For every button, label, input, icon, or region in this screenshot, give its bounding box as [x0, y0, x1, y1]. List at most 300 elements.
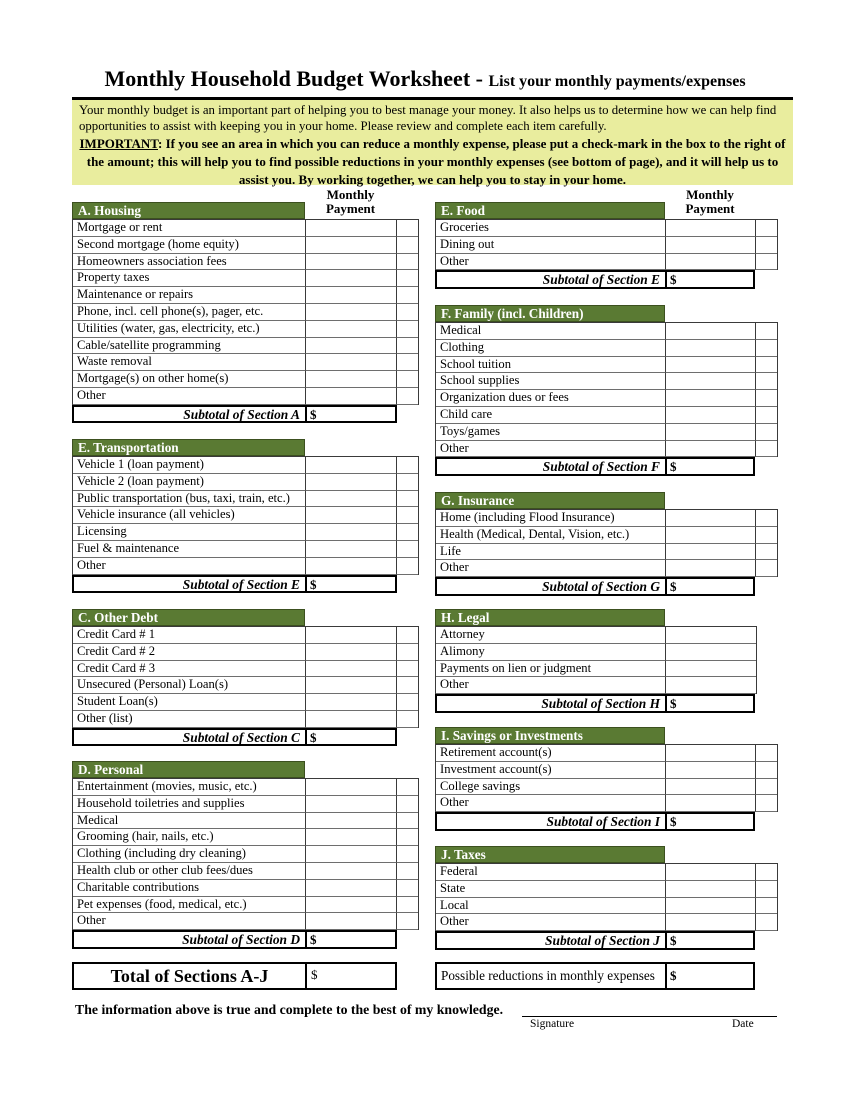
amount-input[interactable]: [306, 677, 397, 694]
expense-label: Credit Card # 2: [73, 644, 306, 661]
section-rows: [72, 626, 419, 728]
expense-label: Vehicle insurance (all vehicles): [73, 507, 306, 524]
section-insurance: [435, 492, 778, 596]
expense-row: [436, 220, 777, 237]
reduction-checkbox[interactable]: [397, 661, 418, 678]
amount-input[interactable]: [306, 304, 397, 321]
section-rows: [435, 863, 778, 931]
amount-input[interactable]: [666, 627, 756, 644]
reduction-checkbox[interactable]: [397, 677, 418, 694]
reduction-checkbox[interactable]: [756, 560, 777, 577]
amount-input[interactable]: [666, 254, 756, 271]
amount-input[interactable]: [306, 354, 397, 371]
expense-label: Groceries: [436, 220, 666, 237]
expense-label: Mortgage or rent: [73, 220, 306, 237]
expense-row: [436, 881, 777, 898]
expense-row: [73, 829, 418, 846]
amount-input[interactable]: [306, 474, 397, 491]
expense-row: [73, 304, 418, 321]
reduction-checkbox[interactable]: [397, 644, 418, 661]
expense-label: Licensing: [73, 524, 306, 541]
expense-row: [436, 390, 777, 407]
subtotal-amount-field[interactable]: $: [665, 814, 753, 829]
total-sections-label: Total of Sections A-J: [110, 966, 269, 986]
page-title: [0, 66, 850, 92]
expense-row: [73, 558, 418, 575]
amount-input[interactable]: [306, 457, 397, 474]
reduction-checkbox[interactable]: [397, 388, 418, 405]
expense-row: [436, 407, 777, 424]
reduction-checkbox[interactable]: [397, 338, 418, 355]
amount-input[interactable]: [666, 544, 756, 561]
subtotal-row: [435, 270, 755, 289]
amount-input[interactable]: [666, 560, 756, 577]
section-rows: [435, 626, 757, 694]
amount-input[interactable]: [306, 880, 397, 897]
expense-label: Household toiletries and supplies: [73, 796, 306, 813]
reduction-checkbox[interactable]: [756, 424, 777, 441]
expense-row: [73, 677, 418, 694]
section-rows: [435, 509, 778, 577]
section-header-legal: H. Legal: [435, 609, 665, 626]
expense-label: Clothing (including dry cleaning): [73, 846, 306, 863]
amount-input[interactable]: [666, 323, 756, 340]
expense-row: [73, 661, 418, 678]
expense-row: [73, 457, 418, 474]
important-note: [79, 135, 786, 188]
amount-input[interactable]: [666, 745, 756, 762]
expense-row: [436, 340, 777, 357]
section-header-other_debt: C. Other Debt: [72, 609, 305, 626]
amount-input[interactable]: [306, 254, 397, 271]
subtotal-amount-field[interactable]: $: [305, 407, 395, 422]
expense-row: [436, 510, 777, 527]
expense-label: Life: [436, 544, 666, 561]
expense-label: Student Loan(s): [73, 694, 306, 711]
total-sections-amount-field[interactable]: [305, 964, 395, 988]
expense-label: Other: [436, 795, 666, 812]
expense-row: [436, 762, 777, 779]
subtotal-row: [435, 457, 755, 476]
expense-row: [73, 237, 418, 254]
total-sections-box: [72, 962, 397, 990]
expense-row: [436, 441, 777, 458]
expense-row: [73, 541, 418, 558]
amount-input[interactable]: [306, 321, 397, 338]
reduction-checkbox[interactable]: [397, 254, 418, 271]
section-header-transportation: E. Transportation: [72, 439, 305, 456]
subtotal-row: [435, 931, 755, 950]
expense-row: [436, 644, 756, 661]
expense-row: [436, 544, 777, 561]
expense-row: [436, 237, 777, 254]
monthly-payment-line1: Monthly: [686, 187, 734, 202]
expense-label: College savings: [436, 779, 666, 796]
amount-input[interactable]: [306, 371, 397, 388]
expense-row: [436, 864, 777, 881]
amount-input[interactable]: [306, 338, 397, 355]
reduction-checkbox[interactable]: [397, 371, 418, 388]
expense-label: Retirement account(s): [436, 745, 666, 762]
expense-row: [73, 388, 418, 405]
expense-label: Other (list): [73, 711, 306, 728]
section-personal: [72, 761, 419, 949]
reduction-checkbox[interactable]: [756, 254, 777, 271]
amount-input[interactable]: [666, 441, 756, 458]
expense-label: Health (Medical, Dental, Vision, etc.): [436, 527, 666, 544]
amount-input[interactable]: [666, 898, 756, 915]
amount-input[interactable]: [666, 864, 756, 881]
amount-input[interactable]: [666, 373, 756, 390]
expense-row: [73, 220, 418, 237]
section-rows: [72, 219, 419, 405]
reduction-checkbox[interactable]: [756, 323, 777, 340]
amount-input[interactable]: [306, 863, 397, 880]
possible-reductions-box: [435, 962, 755, 990]
reduction-checkbox[interactable]: [397, 627, 418, 644]
section-housing: [72, 202, 419, 423]
subtotal-row: [72, 930, 397, 949]
expense-label: Local: [436, 898, 666, 915]
amount-input[interactable]: [666, 881, 756, 898]
amount-input[interactable]: [666, 237, 756, 254]
amount-input[interactable]: [306, 796, 397, 813]
expense-label: Other: [436, 441, 666, 458]
monthly-payment-line2: Payment: [325, 200, 376, 216]
section-transportation: [72, 439, 419, 593]
amount-input[interactable]: [666, 357, 756, 374]
expense-row: [73, 474, 418, 491]
expense-row: [73, 846, 418, 863]
signature-label: Signature: [530, 1018, 575, 1030]
reduction-checkbox[interactable]: [397, 507, 418, 524]
expense-row: [73, 270, 418, 287]
section-rows: [72, 456, 419, 575]
amount-input[interactable]: [306, 913, 397, 930]
reduction-checkbox[interactable]: [756, 745, 777, 762]
expense-label: Maintenance or repairs: [73, 287, 306, 304]
expense-label: Cable/satellite programming: [73, 338, 306, 355]
reduction-checkbox[interactable]: [756, 220, 777, 237]
reduction-checkbox[interactable]: [397, 897, 418, 914]
amount-input[interactable]: [666, 407, 756, 424]
reduction-checkbox[interactable]: [756, 544, 777, 561]
important-text: : If you see an area in which you can reduce a monthly expense, please put a check-mark in the box to the right of the amount; this will help you to find possible reductions in your monthly expenses (see bottom of page), and it will help us to assist you. By working together, we can help you to stay in your home.: [86, 136, 786, 187]
amount-input[interactable]: [666, 914, 756, 931]
expense-row: [73, 796, 418, 813]
section-header-housing: A. Housing: [72, 202, 305, 219]
amount-input[interactable]: [306, 270, 397, 287]
expense-label: Medical: [436, 323, 666, 340]
expense-row: [436, 357, 777, 374]
reduction-checkbox[interactable]: [756, 779, 777, 796]
reduction-checkbox[interactable]: [756, 762, 777, 779]
expense-label: School tuition: [436, 357, 666, 374]
amount-input[interactable]: [306, 661, 397, 678]
subtotal-amount-field[interactable]: $: [305, 577, 395, 592]
expense-row: [73, 644, 418, 661]
section-header-family: F. Family (incl. Children): [435, 305, 665, 322]
expense-label: Utilities (water, gas, electricity, etc.): [73, 321, 306, 338]
signature-line[interactable]: [522, 1016, 777, 1017]
reduction-checkbox[interactable]: [756, 357, 777, 374]
section-header-food: E. Food: [435, 202, 665, 219]
reduction-checkbox[interactable]: [397, 829, 418, 846]
expense-label: School supplies: [436, 373, 666, 390]
date-label: Date: [732, 1018, 754, 1030]
subtotal-amount-field[interactable]: $: [305, 932, 395, 947]
expense-label: Other: [436, 677, 666, 694]
important-label: IMPORTANT: [79, 136, 158, 152]
subtotal-amount-field[interactable]: $: [665, 459, 753, 474]
amount-input[interactable]: [306, 388, 397, 405]
amount-input[interactable]: [666, 795, 756, 812]
subtotal-amount-field[interactable]: $: [665, 933, 753, 948]
amount-input[interactable]: [306, 846, 397, 863]
subtotal-row: [72, 405, 397, 424]
reduction-checkbox[interactable]: [397, 796, 418, 813]
reduction-checkbox[interactable]: [397, 354, 418, 371]
amount-input[interactable]: [306, 829, 397, 846]
expense-label: Grooming (hair, nails, etc.): [73, 829, 306, 846]
subtotal-label: Subtotal of Section D: [182, 932, 300, 948]
amount-input[interactable]: [306, 779, 397, 796]
subtotal-row: [72, 575, 397, 594]
expense-row: [73, 897, 418, 914]
section-rows: [435, 744, 778, 812]
reduction-checkbox[interactable]: [756, 390, 777, 407]
reduction-checkbox[interactable]: [756, 527, 777, 544]
expense-label: Credit Card # 3: [73, 661, 306, 678]
expense-label: Entertainment (movies, music, etc.): [73, 779, 306, 796]
amount-input[interactable]: [306, 524, 397, 541]
reduction-checkbox[interactable]: [397, 711, 418, 728]
expense-label: Clothing: [436, 340, 666, 357]
reduction-checkbox[interactable]: [397, 913, 418, 930]
currency-symbol: $: [670, 968, 677, 983]
subtotal-label: Subtotal of Section I: [546, 814, 660, 830]
reduction-checkbox[interactable]: [397, 457, 418, 474]
page-title-main: Monthly Household Budget Worksheet: [104, 66, 471, 91]
reduction-checkbox[interactable]: [397, 321, 418, 338]
reduction-checkbox[interactable]: [756, 510, 777, 527]
reduction-checkbox[interactable]: [397, 237, 418, 254]
expense-label: Unsecured (Personal) Loan(s): [73, 677, 306, 694]
reduction-checkbox[interactable]: [397, 524, 418, 541]
section-rows: [435, 219, 778, 270]
expense-row: [73, 321, 418, 338]
reduction-checkbox[interactable]: [397, 270, 418, 287]
expense-row: [436, 795, 777, 812]
possible-reductions-label: Possible reductions in monthly expenses: [441, 968, 655, 983]
expense-label: Toys/games: [436, 424, 666, 441]
expense-label: Second mortgage (home equity): [73, 237, 306, 254]
expense-label: Payments on lien or judgment: [436, 661, 666, 678]
expense-row: [436, 745, 777, 762]
monthly-payment-line1: Monthly: [326, 187, 375, 202]
subtotal-amount-field[interactable]: $: [665, 579, 753, 594]
expense-row: [73, 507, 418, 524]
reduction-checkbox[interactable]: [397, 474, 418, 491]
subtotal-label: Subtotal of Section E: [542, 272, 660, 288]
expense-row: [436, 677, 756, 694]
expense-row: [436, 373, 777, 390]
reduction-checkbox[interactable]: [756, 340, 777, 357]
expense-label: Vehicle 1 (loan payment): [73, 457, 306, 474]
expense-label: Health club or other club fees/dues: [73, 863, 306, 880]
expense-row: [73, 627, 418, 644]
reduction-checkbox[interactable]: [397, 287, 418, 304]
expense-label: Child care: [436, 407, 666, 424]
reduction-checkbox[interactable]: [397, 558, 418, 575]
page-title-separator: -: [470, 66, 489, 91]
section-savings: [435, 727, 778, 831]
reduction-checkbox[interactable]: [397, 813, 418, 830]
expense-label: Other: [73, 913, 306, 930]
truth-statement: The information above is true and complete to the best of my knowledge.: [75, 1002, 504, 1017]
subtotal-label: Subtotal of Section H: [541, 696, 660, 712]
amount-input[interactable]: [666, 220, 756, 237]
amount-input[interactable]: [306, 220, 397, 237]
amount-input[interactable]: [306, 813, 397, 830]
expense-row: [73, 338, 418, 355]
amount-input[interactable]: [666, 661, 756, 678]
expense-label: Property taxes: [73, 270, 306, 287]
section-food: [435, 202, 778, 289]
reduction-checkbox[interactable]: [397, 304, 418, 321]
subtotal-label: Subtotal of Section A: [183, 406, 300, 422]
amount-input[interactable]: [666, 644, 756, 661]
expense-label: Waste removal: [73, 354, 306, 371]
expense-row: [436, 323, 777, 340]
amount-input[interactable]: [666, 340, 756, 357]
reduction-checkbox[interactable]: [756, 898, 777, 915]
expense-label: Other: [436, 914, 666, 931]
reduction-checkbox[interactable]: [397, 846, 418, 863]
reduction-checkbox[interactable]: [756, 881, 777, 898]
expense-row: [436, 560, 777, 577]
subtotal-row: [72, 728, 397, 747]
reduction-checkbox[interactable]: [756, 407, 777, 424]
section-taxes: [435, 846, 778, 950]
amount-input[interactable]: [666, 677, 756, 694]
expense-label: State: [436, 881, 666, 898]
expense-label: Mortgage(s) on other home(s): [73, 371, 306, 388]
expense-label: Other: [73, 388, 306, 405]
expense-row: [73, 913, 418, 930]
amount-input[interactable]: [666, 762, 756, 779]
expense-label: Other: [436, 254, 666, 271]
subtotal-label: Subtotal of Section F: [542, 459, 660, 475]
expense-row: [436, 527, 777, 544]
expense-label: Home (including Flood Insurance): [436, 510, 666, 527]
currency-symbol: $: [311, 967, 318, 982]
expense-label: Vehicle 2 (loan payment): [73, 474, 306, 491]
reduction-checkbox[interactable]: [397, 694, 418, 711]
reduction-checkbox[interactable]: [397, 880, 418, 897]
expense-row: [73, 880, 418, 897]
intro-notice-box: [72, 97, 793, 185]
amount-input[interactable]: [306, 507, 397, 524]
expense-label: Homeowners association fees: [73, 254, 306, 271]
amount-input[interactable]: [306, 694, 397, 711]
expense-label: Organization dues or fees: [436, 390, 666, 407]
expense-row: [73, 813, 418, 830]
reduction-checkbox[interactable]: [397, 491, 418, 508]
subtotal-amount-field[interactable]: $: [305, 730, 395, 745]
reduction-checkbox[interactable]: [397, 220, 418, 237]
expense-row: [73, 711, 418, 728]
subtotal-label: Subtotal of Section E: [182, 576, 300, 592]
amount-input[interactable]: [666, 390, 756, 407]
expense-row: [436, 254, 777, 271]
amount-input[interactable]: [306, 287, 397, 304]
amount-input[interactable]: [306, 558, 397, 575]
amount-input[interactable]: [666, 424, 756, 441]
monthly-payment-line2: Payment: [685, 200, 735, 216]
expense-label: Investment account(s): [436, 762, 666, 779]
amount-input[interactable]: [306, 644, 397, 661]
reduction-checkbox[interactable]: [756, 441, 777, 458]
reduction-checkbox[interactable]: [397, 779, 418, 796]
possible-reductions-amount-field[interactable]: [665, 964, 753, 988]
reduction-checkbox[interactable]: [756, 373, 777, 390]
reduction-checkbox[interactable]: [756, 914, 777, 931]
expense-row: [73, 779, 418, 796]
expense-label: Attorney: [436, 627, 666, 644]
amount-input[interactable]: [306, 237, 397, 254]
amount-input[interactable]: [666, 527, 756, 544]
expense-row: [73, 371, 418, 388]
subtotal-amount-field[interactable]: $: [665, 696, 753, 711]
expense-label: Public transportation (bus, taxi, train, etc.): [73, 491, 306, 508]
amount-input[interactable]: [306, 491, 397, 508]
amount-input[interactable]: [306, 897, 397, 914]
expense-row: [436, 627, 756, 644]
section-legal: [435, 609, 757, 713]
expense-row: [73, 354, 418, 371]
reduction-checkbox[interactable]: [756, 864, 777, 881]
page-title-subtitle: List your monthly payments/expenses: [488, 73, 746, 90]
expense-row: [73, 694, 418, 711]
reduction-checkbox[interactable]: [397, 541, 418, 558]
amount-input[interactable]: [306, 541, 397, 558]
section-rows: [72, 778, 419, 930]
amount-input[interactable]: [666, 779, 756, 796]
section-other_debt: [72, 609, 419, 746]
subtotal-row: [435, 694, 755, 713]
reduction-checkbox[interactable]: [756, 795, 777, 812]
intro-text: Your monthly budget is an important part of helping you to best manage your money. It also helps us to determine how we can help find opportunities to assist with keeping you in your home. Please review and complete each item carefully.: [79, 103, 777, 134]
expense-row: [436, 898, 777, 915]
expense-row: [436, 424, 777, 441]
expense-row: [436, 914, 777, 931]
expense-label: Dining out: [436, 237, 666, 254]
expense-label: Fuel & maintenance: [73, 541, 306, 558]
reduction-checkbox[interactable]: [397, 863, 418, 880]
subtotal-amount-field[interactable]: $: [665, 272, 753, 287]
amount-input[interactable]: [306, 711, 397, 728]
expense-label: Federal: [436, 864, 666, 881]
expense-row: [436, 779, 777, 796]
amount-input[interactable]: [666, 510, 756, 527]
amount-input[interactable]: [306, 627, 397, 644]
expense-label: Credit Card # 1: [73, 627, 306, 644]
expense-label: Other: [73, 558, 306, 575]
expense-row: [73, 491, 418, 508]
expense-label: Other: [436, 560, 666, 577]
reduction-checkbox[interactable]: [756, 237, 777, 254]
